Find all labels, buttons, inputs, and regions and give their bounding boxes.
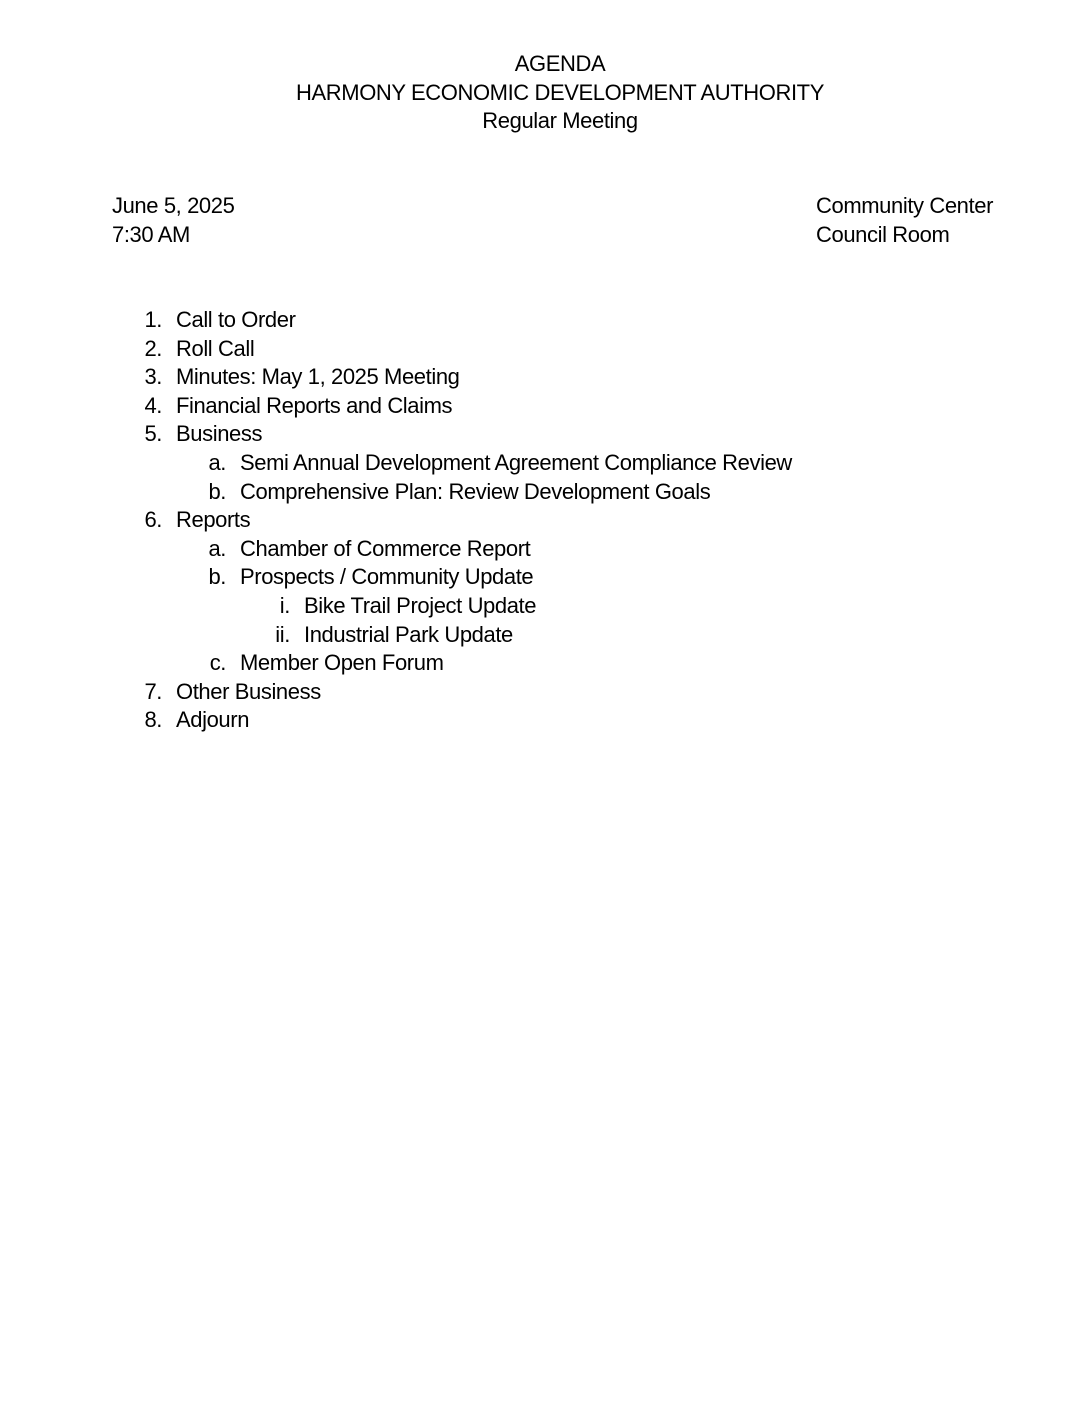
agenda-item [0, 392, 1088, 421]
meeting-room: Council Room [816, 221, 950, 247]
agenda-subitem-letter: b. [208, 478, 226, 504]
agenda-item [0, 506, 1088, 535]
agenda-item-text: Business [176, 421, 263, 447]
meeting-location: Community Center [816, 193, 993, 218]
agenda-item [0, 306, 1088, 335]
agenda-subitem [0, 535, 1088, 564]
agenda-item-text: Financial Reports and Claims [176, 392, 453, 418]
agenda-item-number: 4. [144, 392, 162, 418]
agenda-item [0, 363, 1088, 392]
agenda-subitem [0, 563, 1088, 592]
agenda-subitem-letter: a. [208, 449, 226, 475]
agenda-subsubitem [0, 621, 1088, 650]
agenda-subsubitem-text: Bike Trail Project Update [304, 592, 537, 618]
meeting-time: 7:30 AM [112, 221, 190, 247]
agenda-subsubitem [0, 592, 1088, 621]
agenda-subitem-text: Chamber of Commerce Report [240, 535, 531, 561]
document-header [0, 50, 1088, 136]
meeting-venue [816, 192, 993, 249]
agenda-item [0, 678, 1088, 707]
agenda-item-number: 8. [144, 707, 162, 733]
agenda-subsubitem-numeral: ii. [275, 621, 290, 647]
agenda-item [0, 335, 1088, 364]
header-title: AGENDA [514, 51, 606, 76]
agenda-item-number: 6. [144, 507, 162, 533]
agenda-item-number: 5. [144, 421, 162, 447]
agenda-subitem [0, 478, 1088, 507]
agenda-subitem-text: Prospects / Community Update [240, 564, 534, 590]
meeting-date: June 5, 2025 [112, 193, 235, 218]
agenda-subitem [0, 649, 1088, 678]
agenda-subitem-letter: b. [208, 564, 226, 590]
agenda-subitem [0, 449, 1088, 478]
meeting-datetime [112, 192, 234, 249]
agenda-subitem-text: Member Open Forum [240, 650, 444, 676]
agenda-item-number: 1. [144, 307, 162, 332]
agenda-subitem-letter: c. [209, 650, 226, 676]
agenda-item-number: 3. [144, 364, 162, 390]
agenda-item-number: 2. [144, 335, 162, 361]
agenda-subsubitem-text: Industrial Park Update [304, 621, 513, 647]
agenda-item-number: 7. [144, 678, 162, 704]
header-organization: HARMONY ECONOMIC DEVELOPMENT AUTHORITY [296, 79, 824, 105]
agenda-item-text: Minutes: May 1, 2025 Meeting [176, 364, 460, 390]
agenda-item-text: Roll Call [176, 335, 255, 361]
agenda-subsubitem-numeral: i. [279, 592, 290, 618]
header-meeting-type: Regular Meeting [482, 108, 638, 133]
agenda-item-text: Other Business [176, 678, 321, 704]
agenda-list [0, 306, 1088, 735]
agenda-item [0, 420, 1088, 449]
agenda-subitem-text: Comprehensive Plan: Review Development Goals [240, 478, 711, 504]
agenda-subitem-text: Semi Annual Development Agreement Compliance Review [240, 449, 792, 475]
agenda-item-text: Reports [176, 507, 251, 533]
agenda-item-text: Call to Order [176, 307, 296, 332]
agenda-item [0, 706, 1088, 735]
agenda-subitem-letter: a. [208, 535, 226, 561]
agenda-item-text: Adjourn [176, 707, 250, 733]
